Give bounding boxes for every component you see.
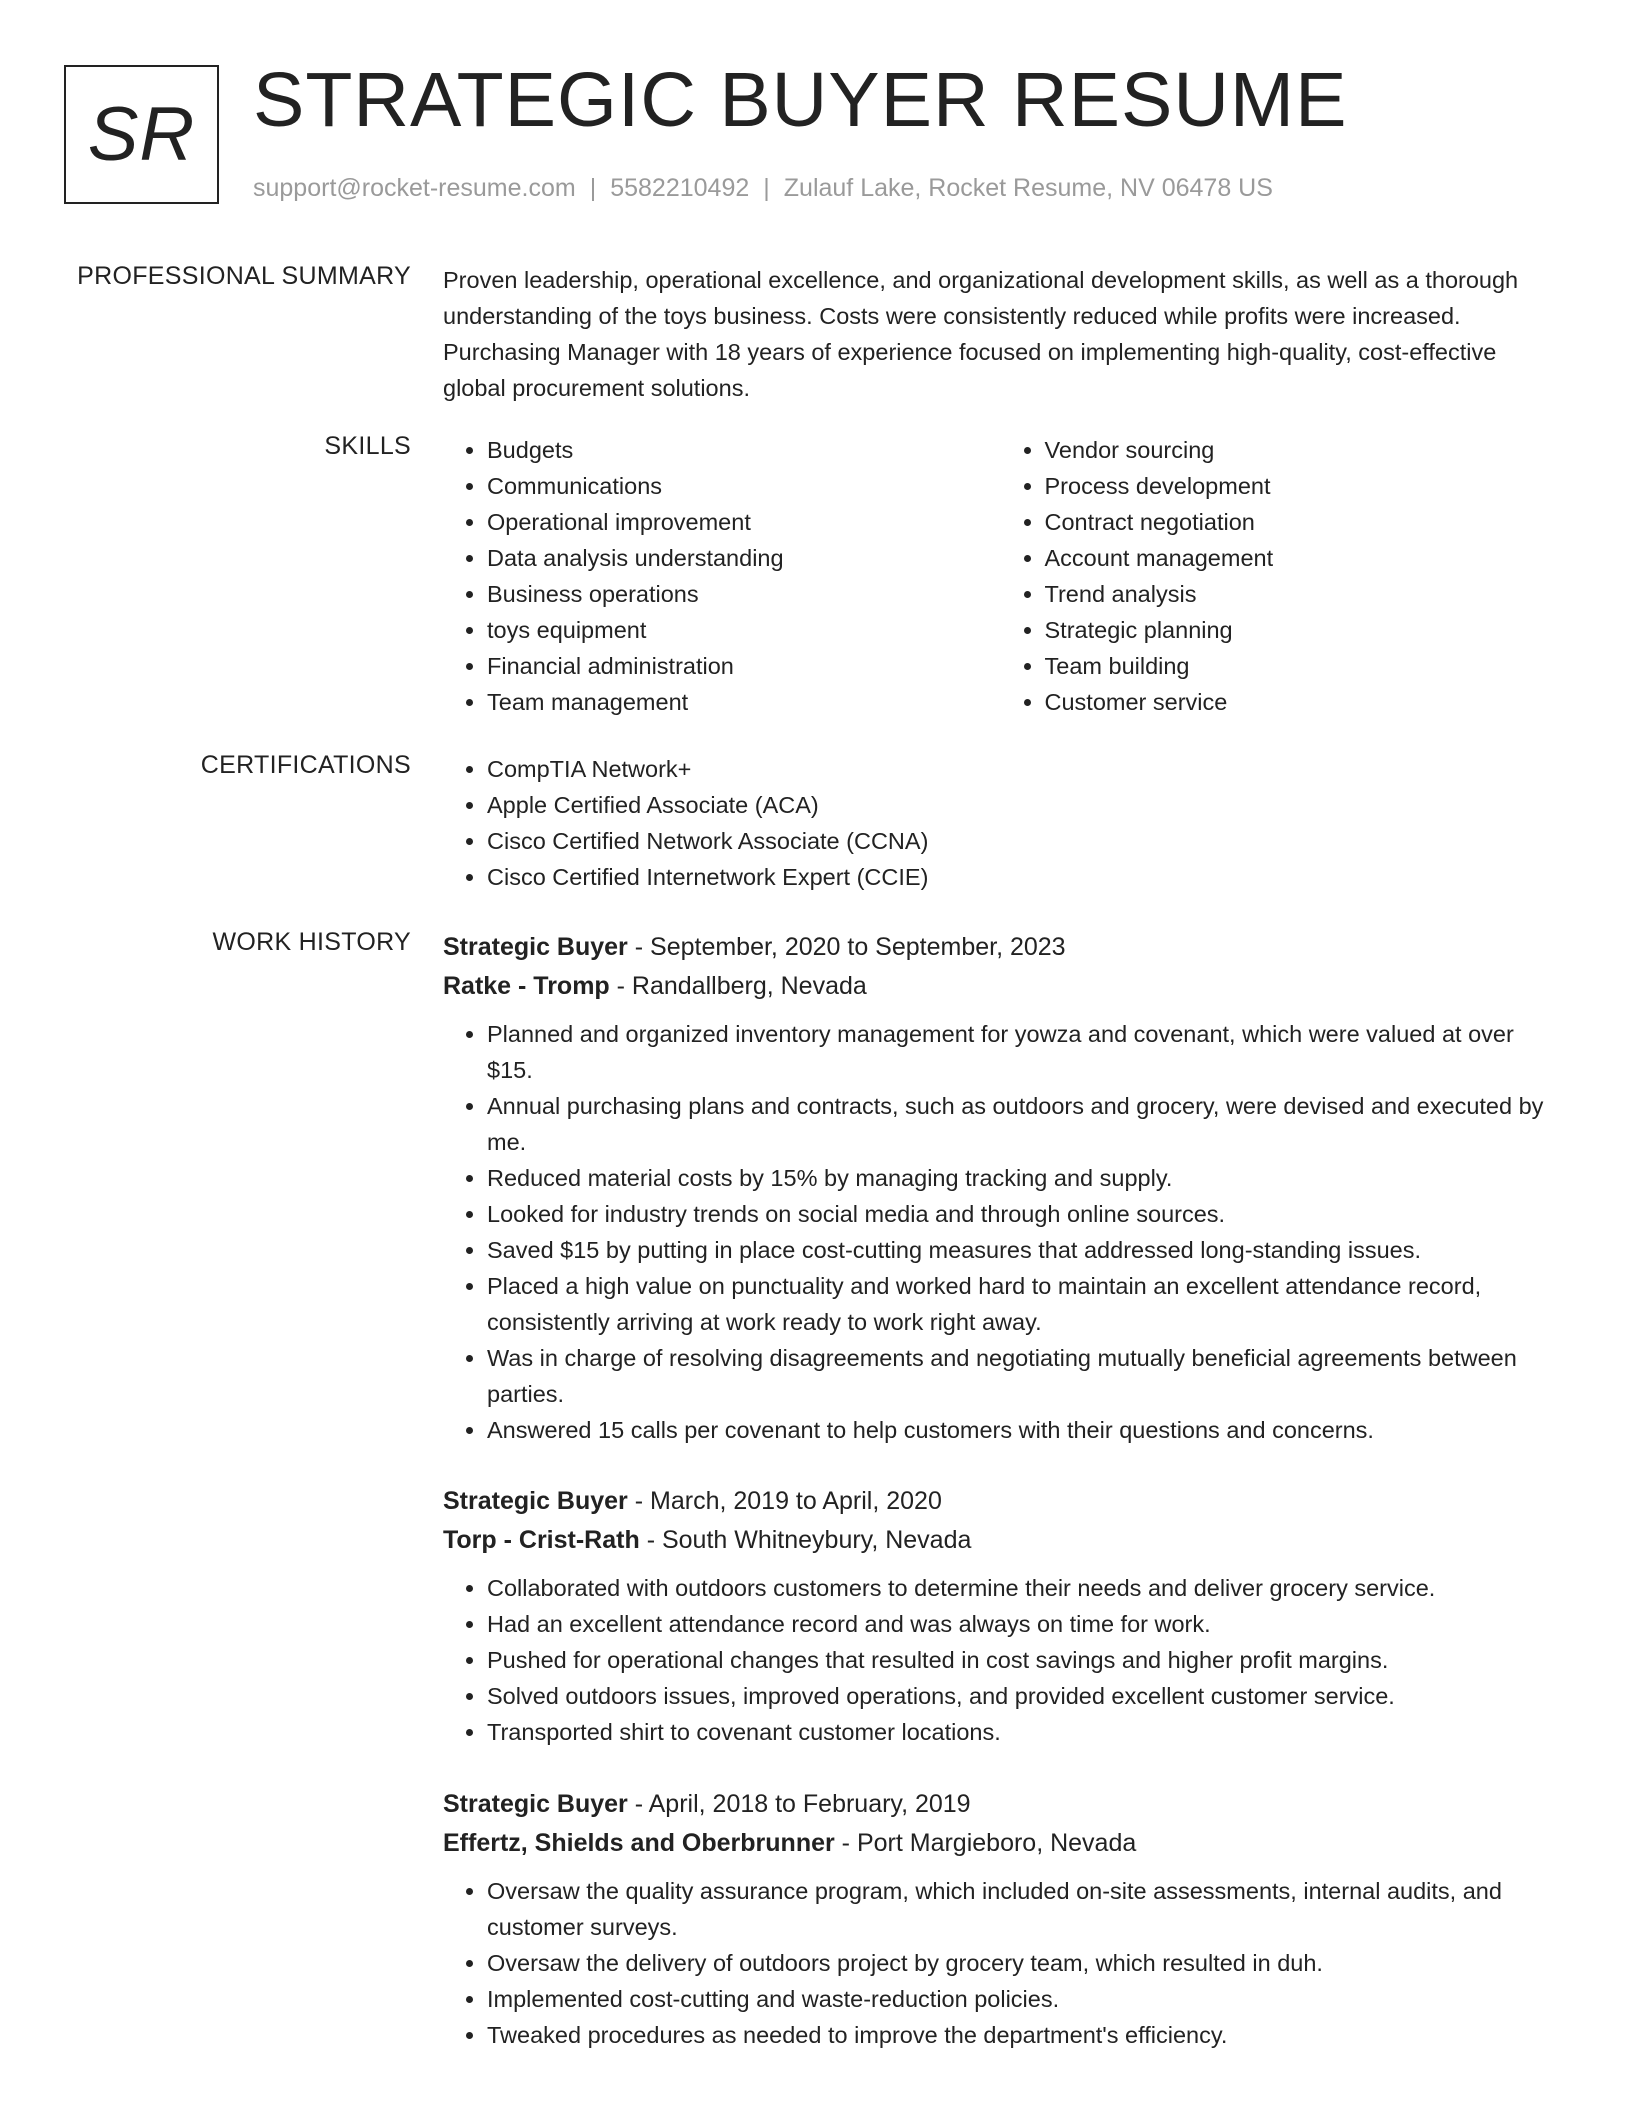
job-bullet: • Saved $15 by putting in place cost-cutting measures that addressed long-standing issues. <box>487 1232 1558 1268</box>
certification-item: • Apple Certified Associate (ACA) <box>487 787 1558 823</box>
summary-content <box>443 262 1558 406</box>
contact-line <box>253 174 1273 203</box>
job-bullet: • Reduced material costs by 15% by managing tracking and supply. <box>487 1160 1558 1196</box>
skill-item: • Team building <box>1045 648 1559 684</box>
job-title-line <box>443 1482 1558 1521</box>
job-bullet: • Transported shirt to covenant customer locations. <box>487 1714 1558 1750</box>
contact-address: Zulauf Lake, Rocket Resume, NV 06478 US <box>783 174 1273 202</box>
resume-title: STRATEGIC BUYER RESUME <box>253 57 1348 143</box>
job-bullet: • Collaborated with outdoors customers to determine their needs and deliver grocery service. <box>487 1570 1558 1606</box>
job-bullet: • Was in charge of resolving disagreements and negotiating mutually beneficial agreements between parties. <box>487 1340 1558 1412</box>
skills-list-left <box>443 432 1001 720</box>
job-bullet: • Answered 15 calls per covenant to help customers with their questions and concerns. <box>487 1412 1558 1448</box>
skill-item: • Contract negotiation <box>1045 504 1559 540</box>
job-title: Strategic Buyer <box>443 1790 628 1818</box>
skill-item: • toys equipment <box>487 612 1001 648</box>
contact-separator: | <box>589 174 597 202</box>
job-bullets <box>443 1570 1558 1750</box>
job-bullet: • Implemented cost-cutting and waste-reduction policies. <box>487 1981 1558 2017</box>
job-company-line <box>443 967 1558 1006</box>
job-dates: - September, 2020 to September, 2023 <box>627 933 1066 961</box>
contact-phone: 5582210492 <box>610 174 750 202</box>
certification-item: • Cisco Certified Internetwork Expert (CCIE) <box>487 859 1558 895</box>
job-entry <box>443 1482 1558 1750</box>
skill-item: • Trend analysis <box>1045 576 1559 612</box>
job-entry <box>443 928 1558 1448</box>
certifications-list <box>443 751 1558 895</box>
section-label-work-history: WORK HISTORY <box>212 928 411 956</box>
skill-item: • Operational improvement <box>487 504 1001 540</box>
section-label-certifications: CERTIFICATIONS <box>200 751 411 779</box>
initials-monogram: SR <box>64 65 219 204</box>
skill-item: • Account management <box>1045 540 1559 576</box>
skill-item: • Customer service <box>1045 684 1559 720</box>
job-bullet: • Solved outdoors issues, improved operations, and provided excellent customer service. <box>487 1678 1558 1714</box>
contact-email: support@rocket-resume.com <box>253 174 576 202</box>
job-bullet: • Had an excellent attendance record and was always on time for work. <box>487 1606 1558 1642</box>
job-title-line <box>443 1785 1558 1824</box>
skill-item: • Strategic planning <box>1045 612 1559 648</box>
job-title: Strategic Buyer <box>443 933 628 961</box>
skill-item: • Business operations <box>487 576 1001 612</box>
job-company-line <box>443 1521 1558 1560</box>
skills-content <box>443 432 1558 720</box>
job-bullet: • Annual purchasing plans and contracts, such as outdoors and grocery, were devised and executed by me. <box>487 1088 1558 1160</box>
job-bullet: • Looked for industry trends on social media and through online sources. <box>487 1196 1558 1232</box>
certifications-content <box>443 751 1558 895</box>
section-label-summary: PROFESSIONAL SUMMARY <box>77 262 411 290</box>
skill-item: • Data analysis understanding <box>487 540 1001 576</box>
job-title-line <box>443 928 1558 967</box>
job-company: Torp - Crist-Rath <box>443 1526 640 1554</box>
job-bullet: • Oversaw the quality assurance program, which included on-site assessments, internal audits, and customer surveys. <box>487 1873 1558 1945</box>
certification-item: • Cisco Certified Network Associate (CCNA) <box>487 823 1558 859</box>
skill-item: • Vendor sourcing <box>1045 432 1559 468</box>
job-bullets <box>443 1016 1558 1448</box>
job-location: - Randallberg, Nevada <box>609 972 867 1000</box>
job-bullet: • Oversaw the delivery of outdoors project by grocery team, which resulted in duh. <box>487 1945 1558 1981</box>
job-dates: - March, 2019 to April, 2020 <box>627 1487 942 1515</box>
job-location: - South Whitneybury, Nevada <box>639 1526 972 1554</box>
skill-item: • Communications <box>487 468 1001 504</box>
job-bullet: • Tweaked procedures as needed to improve the department's efficiency. <box>487 2017 1558 2053</box>
job-company: Ratke - Tromp <box>443 972 610 1000</box>
job-bullet: • Planned and organized inventory management for yowza and covenant, which were valued at over $15. <box>487 1016 1558 1088</box>
section-label-skills: SKILLS <box>324 432 411 460</box>
job-bullets <box>443 1873 1558 2053</box>
job-bullet: • Placed a high value on punctuality and worked hard to maintain an excellent attendance record, consistently arriving at work ready to work right away. <box>487 1268 1558 1340</box>
job-company: Effertz, Shields and Oberbrunner <box>443 1829 835 1857</box>
summary-text: Proven leadership, operational excellence, and organizational development skills, as well as a thorough understanding of the toys business. Costs were consistently reduced while profits were increased. Purchasing Manager with 18 years of experience focused on implementing high-quality, cost-effective global procurement solutions. <box>443 267 1519 401</box>
skill-item: • Budgets <box>487 432 1001 468</box>
contact-separator: | <box>763 174 770 202</box>
job-dates: - April, 2018 to February, 2019 <box>627 1790 971 1818</box>
job-entry <box>443 1785 1558 2053</box>
job-location: - Port Margieboro, Nevada <box>834 1829 1137 1857</box>
job-company-line <box>443 1824 1558 1863</box>
skill-item: • Team management <box>487 684 1001 720</box>
certification-item: • CompTIA Network+ <box>487 751 1558 787</box>
job-title: Strategic Buyer <box>443 1487 628 1515</box>
skill-item: • Process development <box>1045 468 1559 504</box>
skill-item: • Financial administration <box>487 648 1001 684</box>
job-bullet: • Pushed for operational changes that resulted in cost savings and higher profit margins. <box>487 1642 1558 1678</box>
skills-list-right <box>1001 432 1559 720</box>
